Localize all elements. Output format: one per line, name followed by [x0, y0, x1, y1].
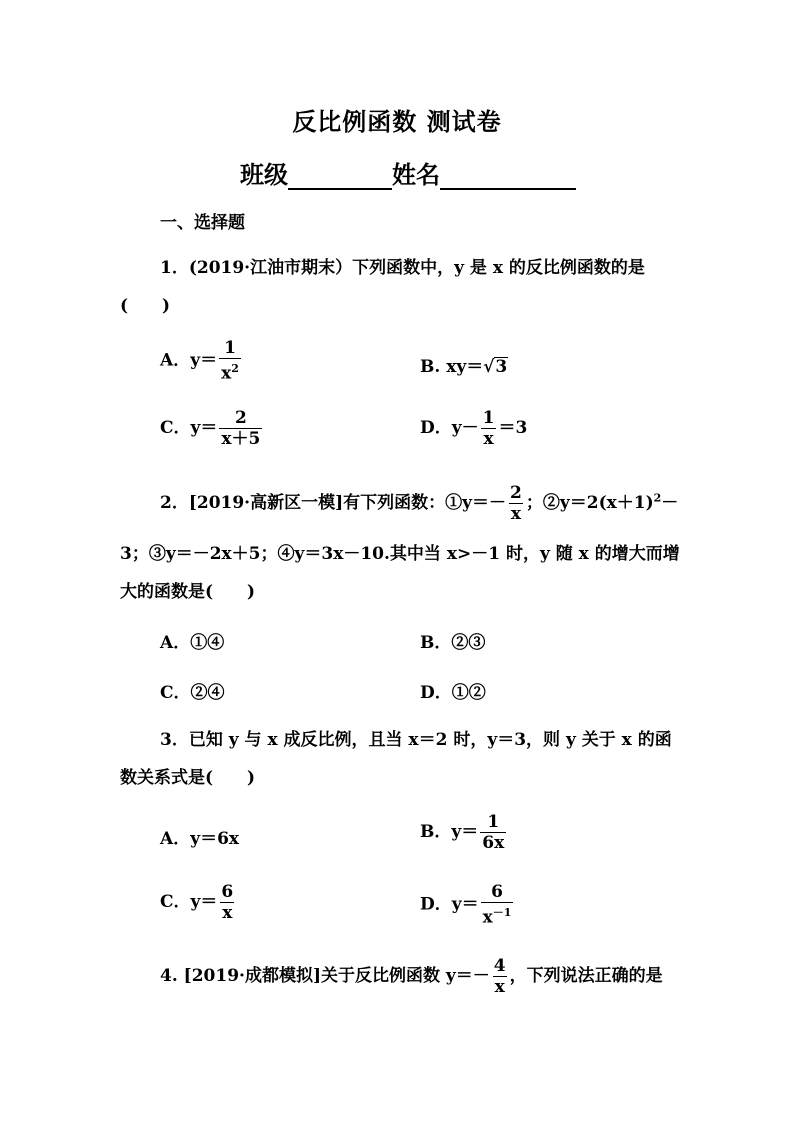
q3-option-b[interactable]: B．y＝ $\frac{1}{6x}$ — [420, 812, 505, 853]
fraction: $\frac{4}{x}$ — [493, 956, 506, 997]
q2-option-d[interactable]: D．①② — [420, 683, 486, 703]
q3-stem-line1: 3．已知 y 与 x 成反比例，且当 x＝2 时，y＝3，则 y 关于 x 的函 — [160, 730, 672, 750]
class-label: 班级 — [240, 160, 288, 189]
class-name-line — [240, 155, 576, 190]
q3-option-d[interactable]: D．y＝ $\frac{6}{x^{-1}}$ — [420, 882, 512, 928]
q2-stem-line2: 3；③y＝－2x＋5；④y＝3x－10.其中当 x>－1 时，y 随 x 的增大而增 — [120, 544, 680, 564]
class-blank[interactable] — [288, 162, 392, 190]
q2-stem-line1: 2．[2019·高新区一模]有下列函数：①y＝－ $\frac{2}{x}$ ；$②y=2(x+1)^2-$ — [160, 483, 679, 524]
q2-stem-line3: 大的函数是( ) — [120, 582, 256, 602]
q3-option-c[interactable]: C．y＝ $\frac{6}{x}$ — [160, 882, 234, 923]
q1-option-d[interactable]: D．y－ $\frac{1}{x}$ ＝3 — [420, 408, 528, 449]
q1-option-a[interactable]: A．y＝ $\frac{1}{x^2}$ — [160, 338, 239, 384]
fraction: $\frac{1}{x^2}$ — [221, 338, 239, 384]
fraction: $\frac{2}{x}$ — [510, 483, 522, 524]
q3-stem-line2: 数关系式是( ) — [120, 768, 256, 788]
name-label: 姓名 — [392, 160, 440, 189]
q4-stem-line1: 4. [2019·成都模拟]关于反比例函数 y＝－ $\frac{4}{x}$ ，下列说法正确的是 — [160, 956, 663, 997]
q1-stem-line2: ( ) — [120, 296, 171, 316]
fraction: $\frac{6}{x}$ — [221, 882, 234, 923]
sqrt-symbol: √ — [483, 357, 495, 377]
q2-option-a[interactable]: A．①④ — [160, 633, 225, 653]
q1-stem-line1: 1．(2019·江油市期末）下列函数中，y 是 x 的反比例函数的是 — [160, 258, 645, 278]
name-blank[interactable] — [440, 162, 576, 190]
page-title: 反比例函数 测试卷 — [292, 107, 502, 136]
fraction: $\frac{1}{x}$ — [482, 408, 495, 449]
q1-option-c[interactable]: C．y＝ $\frac{2}{x+5}$ — [160, 408, 261, 449]
fraction: $\frac{6}{x^{-1}}$ — [482, 882, 512, 928]
fraction: $\frac{1}{6x}$ — [482, 812, 505, 853]
q2-option-c[interactable]: C．②④ — [160, 683, 225, 703]
section-heading: 一、选择题 — [160, 213, 245, 233]
fraction: $\frac{2}{x+5}$ — [221, 408, 261, 449]
q1-option-b[interactable]: B. xy＝√3 — [420, 357, 508, 377]
q3-option-a[interactable]: A．y＝6x — [160, 829, 240, 849]
q2-option-b[interactable]: B．②③ — [420, 633, 486, 653]
